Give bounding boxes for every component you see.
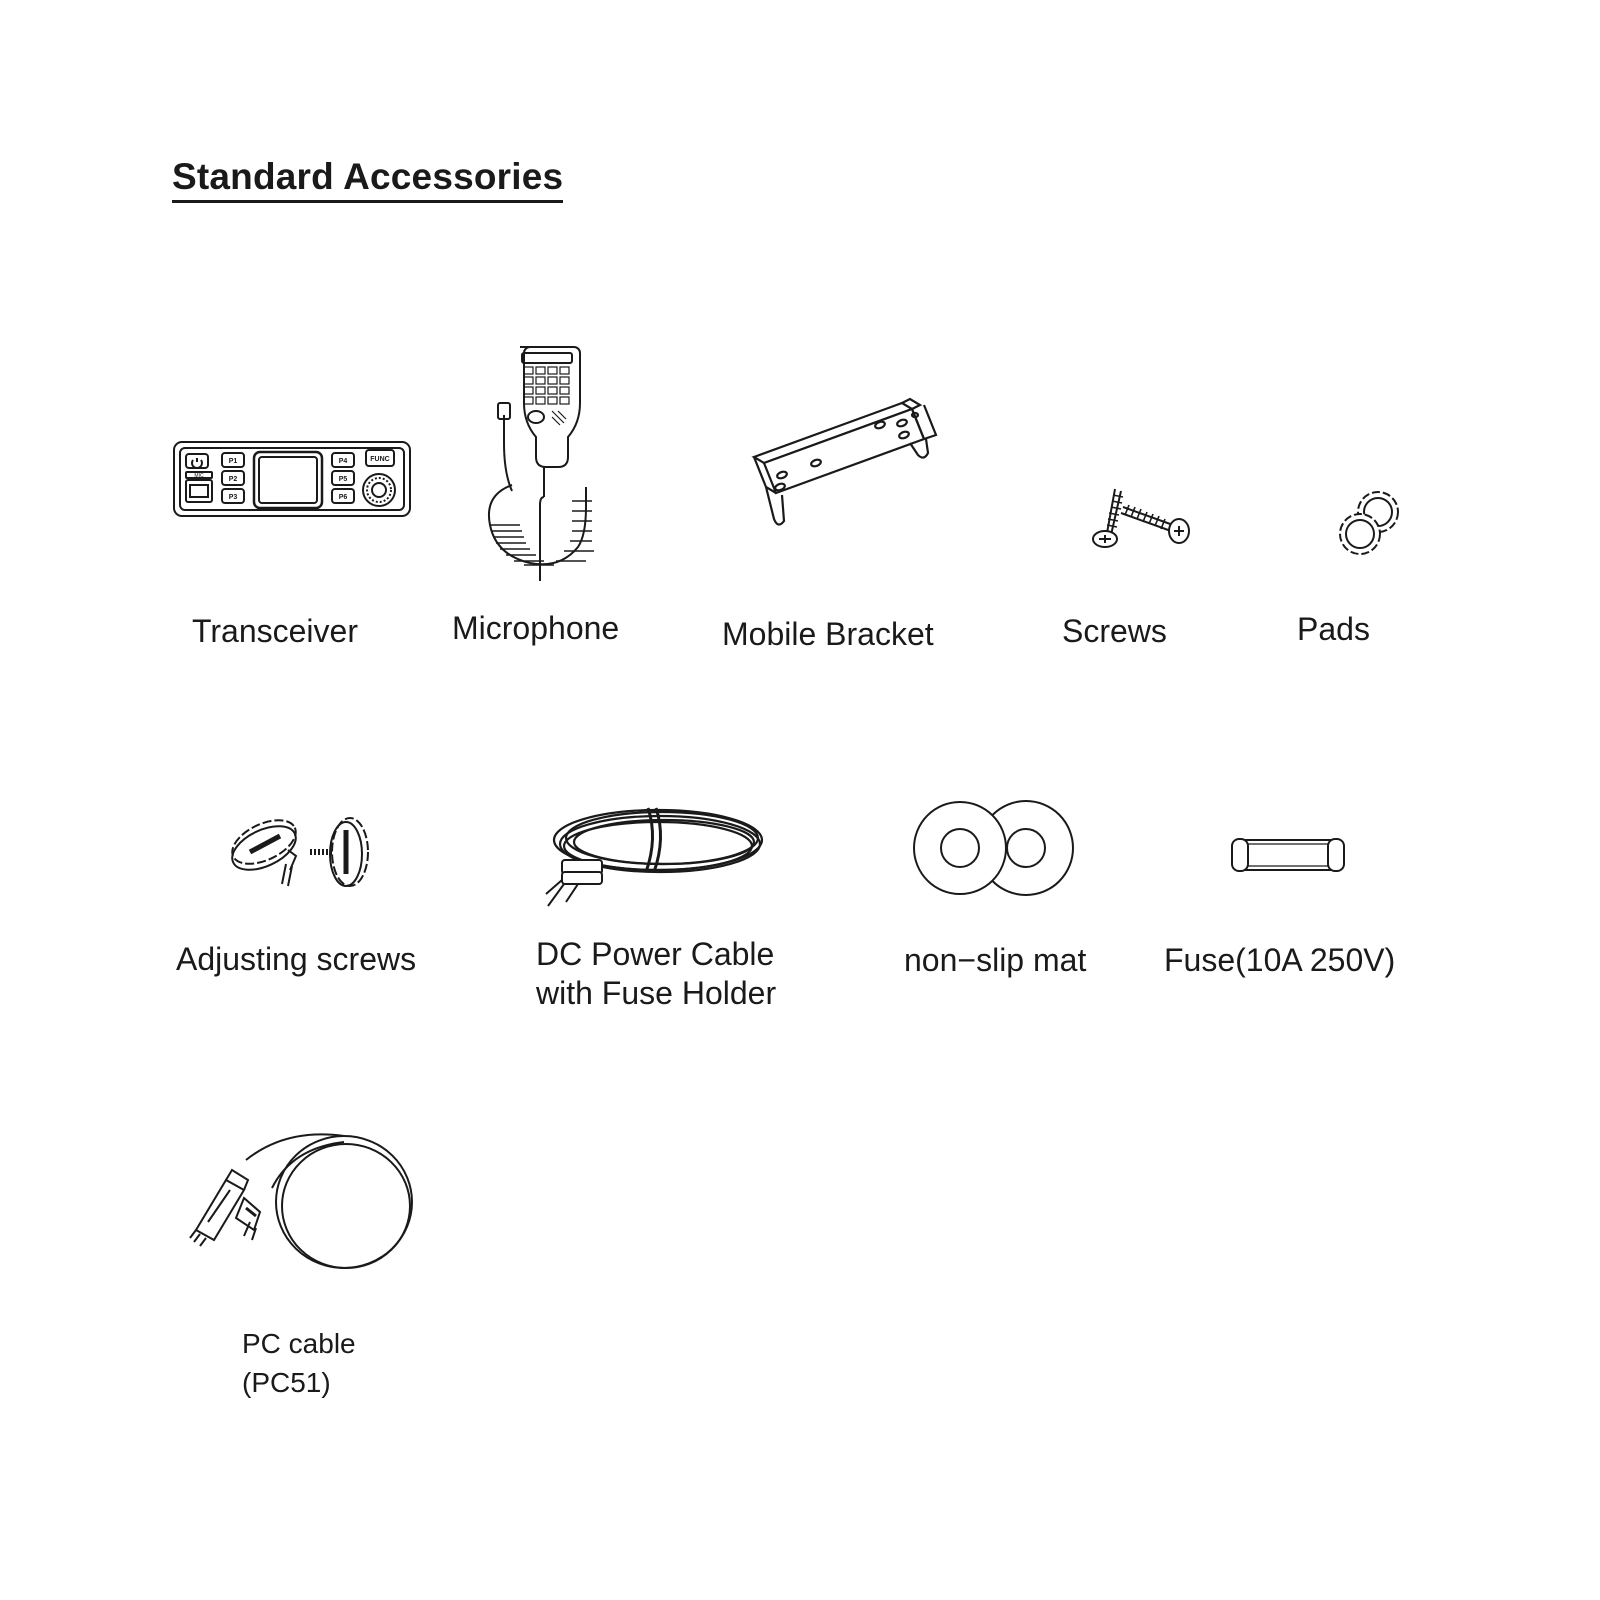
item-label-pc-cable-line2: (PC51)	[242, 1367, 331, 1398]
item-label-adjusting-screws: Adjusting screws	[176, 941, 417, 977]
transceiver-icon	[172, 440, 412, 520]
item-label-microphone: Microphone	[452, 610, 620, 646]
item-label-non-slip-mat: non−slip mat	[904, 942, 1087, 978]
item-label-dc-power-cable-line1: DC Power Cable	[536, 936, 775, 972]
pc-cable-icon	[186, 1130, 422, 1280]
svg-text:P2: P2	[228, 476, 238, 483]
pads-icon	[1330, 488, 1410, 564]
screws-icon	[1085, 485, 1195, 565]
svg-text:P3: P3	[228, 494, 238, 501]
page-title: Standard Accessories	[172, 156, 563, 203]
microphone-icon	[478, 345, 598, 585]
svg-text:P1: P1	[228, 458, 238, 465]
adjusting-screws-icon	[228, 808, 378, 898]
svg-text:P6: P6	[338, 494, 348, 501]
svg-text:FUNC: FUNC	[370, 456, 390, 463]
dc-power-cable-icon	[548, 802, 778, 912]
item-label-pads: Pads	[1297, 611, 1370, 647]
svg-text:P5: P5	[338, 476, 348, 483]
item-label-fuse: Fuse(10A 250V)	[1164, 942, 1396, 978]
fuse-icon	[1230, 836, 1346, 874]
item-label-mobile-bracket: Mobile Bracket	[722, 616, 934, 652]
svg-text:P4: P4	[338, 458, 348, 465]
item-label-pc-cable-line1: PC cable	[242, 1328, 356, 1359]
item-label-dc-power-cable-line2: with Fuse Holder	[536, 975, 777, 1011]
item-label-screws: Screws	[1062, 613, 1167, 649]
svg-text:MIC: MIC	[194, 473, 204, 479]
mobile-bracket-icon	[752, 395, 942, 535]
non-slip-mat-icon	[912, 798, 1076, 898]
item-label-transceiver: Transceiver	[192, 613, 358, 649]
